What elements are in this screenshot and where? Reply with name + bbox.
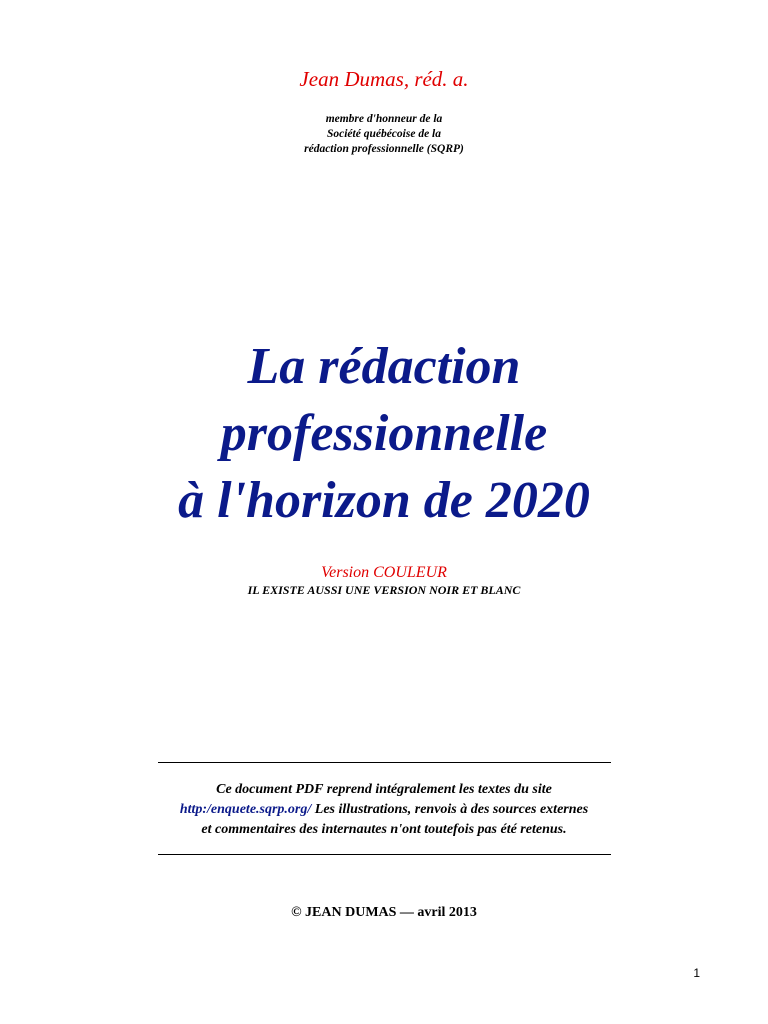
page-number: 1 — [693, 966, 700, 980]
site-link[interactable]: http:/enquete.sqrp.org/ — [179, 802, 312, 817]
author-name: Jean Dumas, réd. a. — [299, 67, 469, 91]
title-line: professionnelle — [220, 405, 548, 462]
copyright-line: © JEAN DUMAS — avril 2013 — [291, 905, 477, 920]
notice-line-2-text: Les illustrations, renvois à des sources externes — [311, 802, 589, 817]
membership-line: Société québécoise de la — [326, 128, 441, 140]
membership-line: membre d'honneur de la — [325, 113, 443, 125]
version-label: Version COULEUR — [321, 564, 447, 581]
title-line: La rédaction — [247, 338, 521, 395]
divider-top — [158, 762, 611, 763]
document-title — [0, 333, 768, 534]
notice-line-2 — [0, 800, 768, 820]
author-membership — [0, 112, 768, 157]
membership-line: rédaction professionnelle (SQRP) — [304, 143, 464, 155]
version-note: IL EXISTE AUSSI UNE VERSION NOIR ET BLANC — [247, 583, 521, 597]
divider-bottom — [158, 854, 611, 855]
notice-line-3: et commentaires des internautes n'ont toutefois pas été retenus. — [201, 822, 567, 837]
notice-line-1: Ce document PDF reprend intégralement les textes du site — [216, 782, 552, 797]
title-line: à l'horizon de 2020 — [178, 472, 590, 529]
source-notice — [0, 780, 768, 840]
